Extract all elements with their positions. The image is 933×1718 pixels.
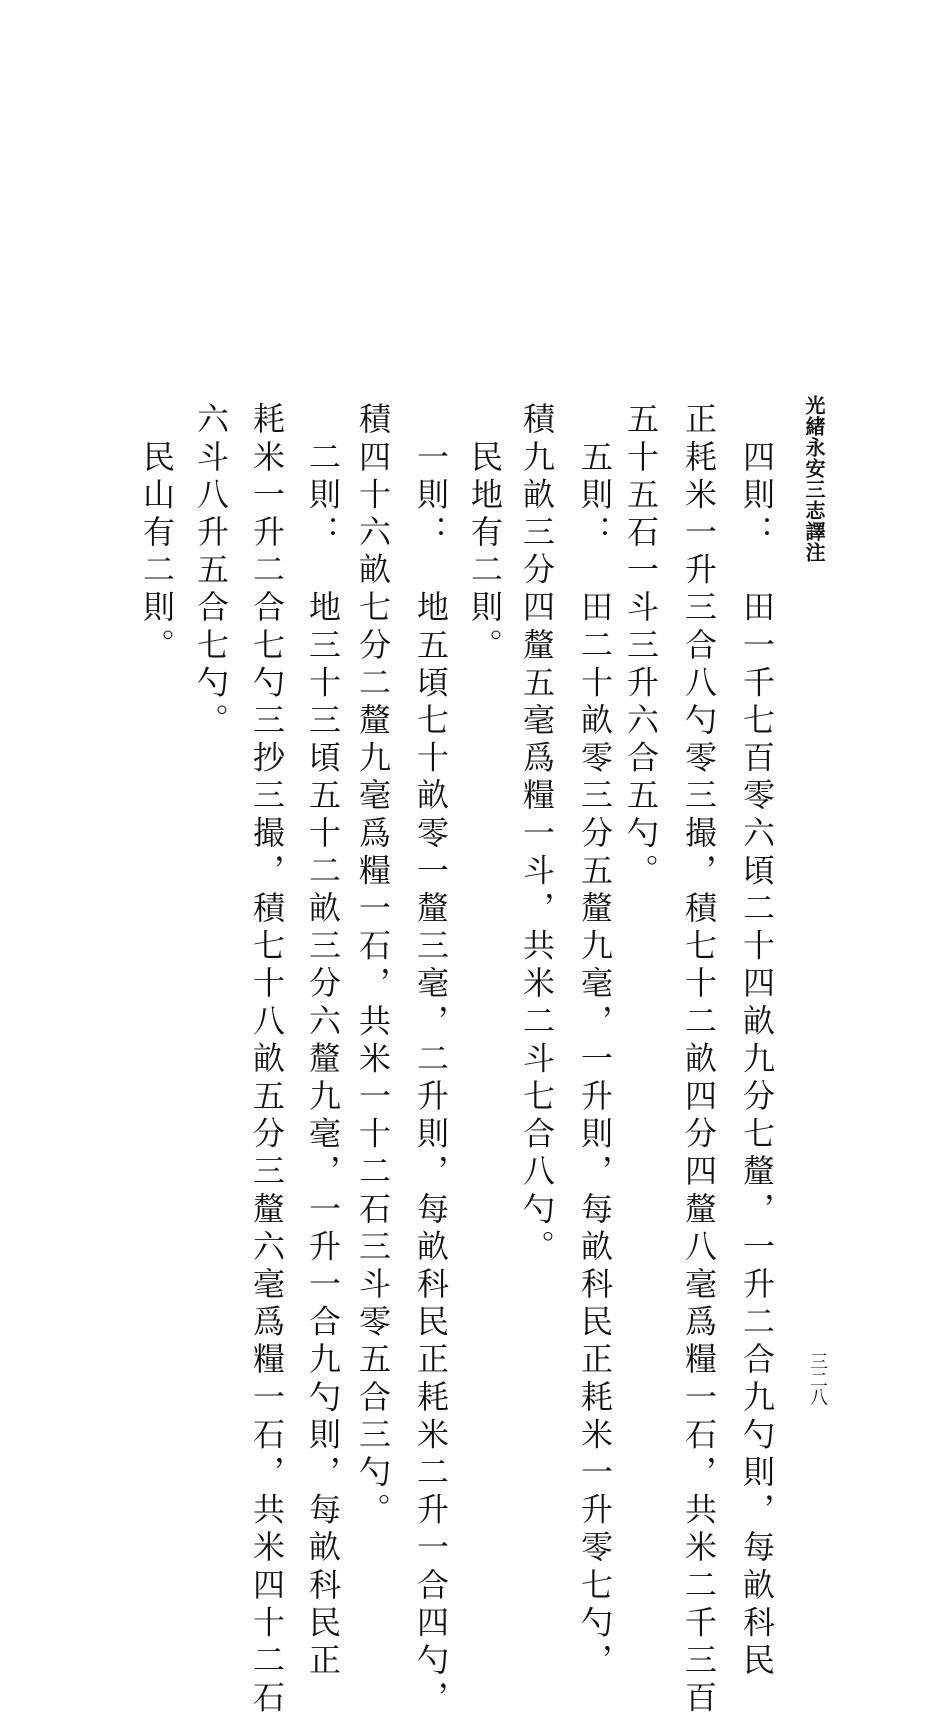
- text-column: 正耗米一升三合八勺零三撮，積七十二畝四分四釐八毫爲糧一石，共米二千三百: [680, 402, 718, 1718]
- text-column: 五則： 田二十畝零三分五釐九毫，一升則，每畝科民正耗米一升零七勺，: [576, 402, 614, 1681]
- text-column: 一則： 地五頃七十畝零一釐三毫，二升則，每畝科民正耗米二升一合四勺，: [412, 402, 450, 1718]
- text-column: 民山有二則。: [138, 402, 176, 666]
- text-column: 積四十六畝七分二釐九毫爲糧一石，共米一十二石三斗零五合三勺。: [354, 402, 392, 1530]
- text-column: 五十五石一斗三升六合五勺。: [622, 402, 660, 891]
- page-number: 三二八: [807, 1352, 828, 1406]
- text-column: 耗米一升二合七勺三抄三撮，積七十八畝五分三釐六毫爲糧一石，共米四十二石: [248, 402, 286, 1718]
- running-head: 光緒永安三志譯注: [802, 395, 826, 563]
- text-column: 四則： 田一千七百零六頃二十四畝九分七釐，一升二合九勺則，每畝科民: [738, 402, 776, 1681]
- text-column: 積九畝三分四釐五毫爲糧一斗，共米二斗七合八勺。: [518, 402, 556, 1267]
- text-column: 六斗八升五合七勺。: [192, 402, 230, 741]
- text-column: 二則： 地三十三頃五十二畝三分六釐九毫，一升一合九勺則，每畝科民正: [304, 402, 342, 1681]
- text-column: 民地有二則。: [466, 402, 504, 666]
